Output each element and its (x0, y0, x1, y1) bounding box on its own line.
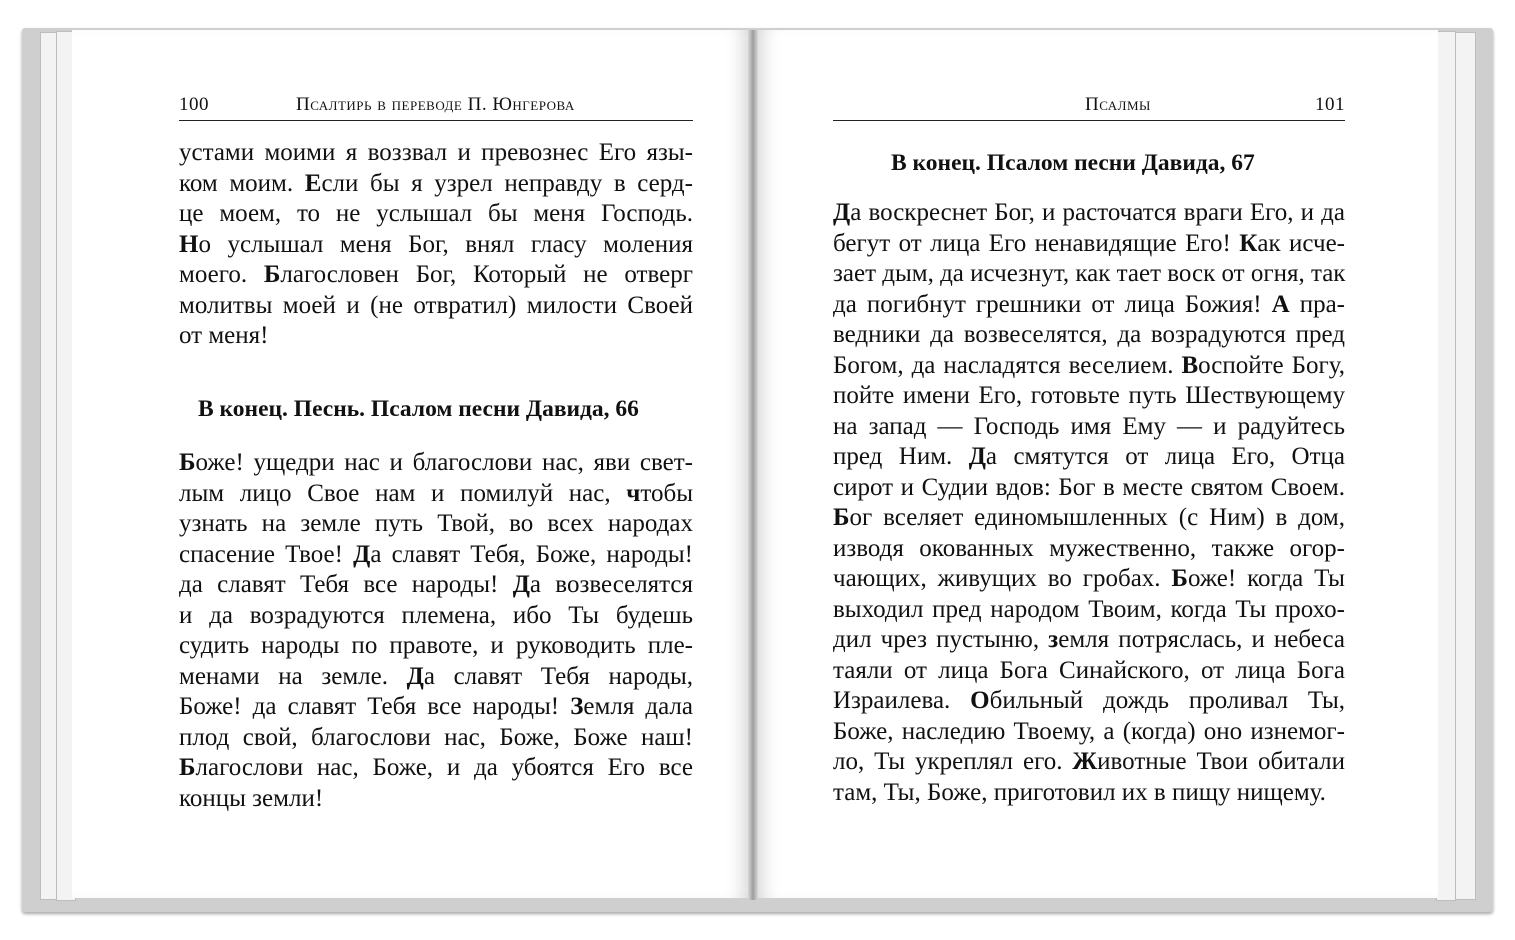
text-line (833, 686, 1345, 717)
bold-initial: А (1271, 290, 1290, 318)
text-line (833, 656, 1345, 687)
left-page-number: 100 (179, 94, 209, 115)
text-run: а славят Тебя, Боже, народы! (370, 540, 693, 568)
text-run: устами моими я воззвал и превознес Его язы- (179, 139, 693, 166)
text-run: ведники да возвеселятся, да возрадуются пред (833, 321, 1345, 348)
right-page (756, 30, 1438, 898)
text-line (833, 320, 1345, 351)
bold-initial: Б (1171, 565, 1188, 592)
text-line (179, 230, 693, 261)
text-line (179, 662, 693, 693)
text-run: оспойте Богу, (1198, 351, 1346, 379)
book-gutter (748, 30, 758, 900)
text-line (833, 442, 1345, 473)
text-line (179, 601, 693, 632)
bold-initial: Б (179, 754, 196, 781)
bold-initial: з (1048, 626, 1059, 653)
text-run: пред Ним. (833, 443, 969, 470)
text-run: судить народы по правоте, и руководить пле- (179, 632, 693, 659)
text-run: изводя окованных мужественно, также огор- (833, 534, 1345, 562)
text-line (833, 564, 1345, 595)
text-run: емля дала (583, 693, 693, 720)
left-page-text-top (179, 138, 693, 352)
bold-initial: Д (833, 199, 851, 226)
left-page-text-bottom (179, 448, 693, 814)
text-run: плод свой, благослови нас, Боже, Боже наш! (179, 723, 693, 751)
text-run: ог вселяет единомышленных (с Ним) в дом, (849, 504, 1345, 531)
text-run: о услышал меня Бог, внял гласу моления (198, 230, 693, 258)
text-run: це моем, то не услышал бы меня Господь. (179, 200, 693, 227)
text-run: да погибнут грешники от лица Божия! (833, 290, 1272, 318)
text-run: Боже! да славят Тебя все народы! (179, 693, 571, 720)
text-run: ком моим. (179, 169, 305, 197)
text-run: менами на земле. (179, 662, 407, 690)
bold-initial: З (570, 693, 584, 720)
text-run: пойте имени Его, готовьте путь Шествующему (833, 382, 1345, 409)
text-run: емля потряслась, и небеса (1058, 626, 1345, 653)
text-line (179, 540, 693, 571)
text-run: бегут от лица Его ненавидящие Его! (833, 229, 1240, 257)
text-run: пра- (1289, 290, 1345, 318)
left-page (72, 30, 750, 898)
text-line (179, 692, 693, 723)
bold-initial: Д (406, 662, 424, 690)
text-run: Израилева. (833, 687, 971, 714)
text-line (833, 229, 1345, 260)
text-line (833, 290, 1345, 321)
bold-initial: О (970, 687, 990, 714)
text-line (833, 198, 1345, 229)
bold-initial: Е (304, 169, 322, 197)
text-run: бильный дождь проливал Ты, (989, 687, 1345, 714)
text-line (833, 351, 1345, 382)
text-line (833, 412, 1345, 443)
text-line (179, 631, 693, 662)
text-line (833, 778, 1345, 809)
text-run: лагослови нас, Боже, и да убоятся Его все (195, 754, 693, 781)
text-run: от меня! (179, 322, 269, 349)
right-page-header (833, 92, 1345, 121)
text-run: а воскреснет Бог, и расточатся враги Его, и да (850, 199, 1345, 226)
right-page-text (833, 198, 1345, 808)
bold-initial: Б (179, 449, 196, 476)
bold-initial: Д (353, 540, 371, 568)
text-run: сирот и Судии вдов: Бог в месте святом Своем. (833, 473, 1345, 501)
text-line (833, 259, 1345, 290)
text-run: чающих, живущих во гробах. (833, 565, 1172, 592)
left-running-title: Псалтирь в переводе П. Юнгерова (296, 94, 575, 115)
text-line (179, 479, 693, 510)
text-run: тобы (640, 479, 693, 507)
text-run: на запад — Господь имя Ему — и радуйтесь (833, 412, 1345, 440)
text-line (833, 503, 1345, 534)
text-line (179, 321, 693, 352)
right-page-number: 101 (1315, 94, 1345, 115)
text-run: оже! когда Ты (1187, 565, 1345, 592)
bold-initial: Б (833, 504, 850, 531)
bold-initial: Д (968, 443, 986, 470)
text-run: а славят Тебя народы, (423, 662, 693, 690)
right-page-edge-inner (1436, 31, 1456, 901)
text-run: узнать на земле путь Твой, во всех народах (179, 510, 693, 537)
text-line (179, 291, 693, 322)
text-line (833, 747, 1345, 778)
text-line (179, 260, 693, 291)
text-run: таяли от лица Бога Синайского, от лица Бога (833, 656, 1345, 684)
psalm-67-heading: В конец. Псалом песни Давида, 67 (891, 150, 1255, 176)
text-line (179, 753, 693, 784)
text-run: Боже, наследию Твоему, а (когда) оно изнемог- (833, 717, 1345, 745)
text-run: сли бы я узрел неправду в серд- (321, 169, 693, 197)
psalm-66-heading: В конец. Песнь. Псалом песни Давида, 66 (198, 396, 639, 422)
bold-initial: К (1239, 229, 1258, 257)
right-running-title: Псалмы (1085, 94, 1151, 115)
left-page-header (179, 92, 693, 121)
text-line (833, 625, 1345, 656)
text-line (179, 509, 693, 540)
bold-initial: Д (512, 571, 530, 598)
text-run: моего. (179, 261, 264, 288)
bold-initial: Н (179, 230, 199, 258)
text-run: Богом, да насладятся веселием. (833, 351, 1182, 379)
text-run: выходил пред народом Твоим, когда Ты прохо- (833, 595, 1345, 623)
text-run: зает дым, да исчезнут, как тает воск от огня, так (833, 260, 1346, 287)
bold-initial: Ж (1072, 748, 1098, 775)
text-line (179, 570, 693, 601)
bold-initial: Б (263, 261, 281, 288)
text-line (179, 169, 693, 200)
text-line (179, 138, 693, 169)
text-run: да славят Тебя все народы! (179, 571, 513, 598)
text-line (833, 717, 1345, 748)
text-run: концы земли! (179, 784, 324, 812)
text-line (179, 784, 693, 815)
text-line (179, 199, 693, 230)
text-run: молитвы моей и (не отвратил) милости Своей (179, 291, 693, 319)
text-run: и да возрадуются племена, ибо Ты будешь (179, 601, 693, 629)
text-line (833, 595, 1345, 626)
bold-initial: ч (626, 479, 641, 507)
text-run: ивотные Твои обитали (1097, 748, 1345, 775)
text-run: а возвеселятся (529, 571, 693, 598)
text-line (833, 473, 1345, 504)
text-line (833, 381, 1345, 412)
text-run: а смятутся от лица Его, Отца (985, 443, 1345, 470)
text-line (179, 448, 693, 479)
text-line (179, 723, 693, 754)
text-run: ак исче- (1257, 229, 1345, 257)
text-run: ло, Ты укреплял его. (833, 748, 1073, 775)
text-run: там, Ты, Боже, приготовил их в пищу нищему. (833, 778, 1326, 806)
text-run: оже! ущедри нас и благослови нас, яви свет- (195, 449, 693, 476)
text-run: спасение Твое! (179, 540, 354, 568)
text-run: лагословен Бог, Который не отверг (280, 261, 693, 288)
bold-initial: В (1181, 351, 1199, 379)
text-line (833, 534, 1345, 565)
text-run: дил чрез пустыню, (833, 626, 1049, 653)
text-run: лым лицо Свое нам и помилуй нас, (179, 479, 627, 507)
